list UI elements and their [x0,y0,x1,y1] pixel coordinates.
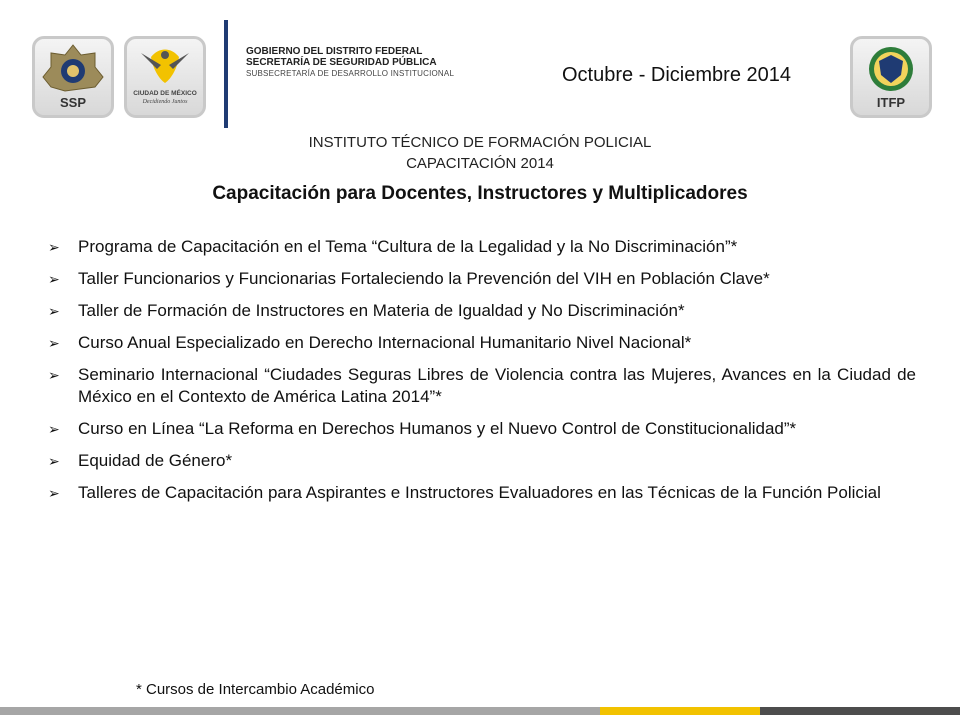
header-divider [224,20,228,128]
ssp-police-badge-icon [35,39,111,115]
ssp-logo-label: SSP [59,95,87,110]
course-text: Taller Funcionarios y Funcionarias Fortaleciendo la Prevención del VIH en Población Clave* [78,269,770,288]
arrow-bullet-icon: ➢ [48,303,60,319]
list-item [46,300,916,322]
list-item [46,268,916,290]
list-item [46,332,916,354]
ssp-logo [32,36,114,118]
list-item [46,418,916,440]
arrow-bullet-icon: ➢ [48,335,60,351]
period-label: Octubre - Diciembre 2014 [562,64,791,86]
course-text: Talleres de Capacitación para Aspirantes e Instructores Evaluadores en las Técnicas de la Función Policial [78,483,881,502]
footer-bar-yellow [600,707,760,715]
footer-bar-gray [0,707,600,715]
cdmx-logo [124,36,206,118]
cdmx-logo-slogan: Decidiendo Juntos [142,99,188,105]
gov-line-1: GOBIERNO DEL DISTRITO FEDERAL [246,46,423,57]
gov-line-3: SUBSECRETARÍA DE DESARROLLO INSTITUCIONAL [246,69,455,78]
list-item [46,364,916,408]
course-text: Equidad de Género* [78,451,233,470]
footer-bar-dark [760,707,960,715]
list-item [46,482,916,504]
gov-line-2: SECRETARÍA DE SEGURIDAD PÚBLICA [246,57,437,68]
course-text: Programa de Capacitación en el Tema “Cultura de la Legalidad y la No Discriminación”* [78,237,738,256]
course-text: Seminario Internacional “Ciudades Seguras Libres de Violencia contra las Mujeres, Avances en la Ciudad de México en el Contexto de América Latina 2014”* [78,365,916,406]
footer-bar [0,707,960,715]
arrow-bullet-icon: ➢ [48,453,60,469]
ciudad-de-mexico-angel-icon [127,39,203,115]
arrow-bullet-icon: ➢ [48,485,60,501]
course-text: Curso Anual Especializado en Derecho Internacional Humanitario Nivel Nacional* [78,333,692,352]
itfp-logo-label: ITFP [876,95,906,110]
list-item [46,236,916,258]
government-header [246,46,454,79]
page-title: Capacitación para Docentes, Instructores y Multiplicadores [212,183,748,204]
institute-name: INSTITUTO TÉCNICO DE FORMACIÓN POLICIAL [308,134,652,151]
footnote: * Cursos de Intercambio Académico [136,681,375,698]
arrow-bullet-icon: ➢ [48,239,60,255]
course-list [46,236,916,514]
list-item [46,450,916,472]
arrow-bullet-icon: ➢ [48,421,60,437]
year-label: CAPACITACIÓN 2014 [406,155,554,172]
cdmx-logo-label: CIUDAD DE MÉXICO [133,90,197,97]
itfp-shield-icon [853,39,929,115]
itfp-logo [850,36,932,118]
arrow-bullet-icon: ➢ [48,271,60,287]
course-text: Curso en Línea “La Reforma en Derechos Humanos y el Nuevo Control de Constitucionalidad”* [78,419,797,438]
arrow-bullet-icon: ➢ [48,367,60,383]
course-text: Taller de Formación de Instructores en Materia de Igualdad y No Discriminación* [78,301,685,320]
